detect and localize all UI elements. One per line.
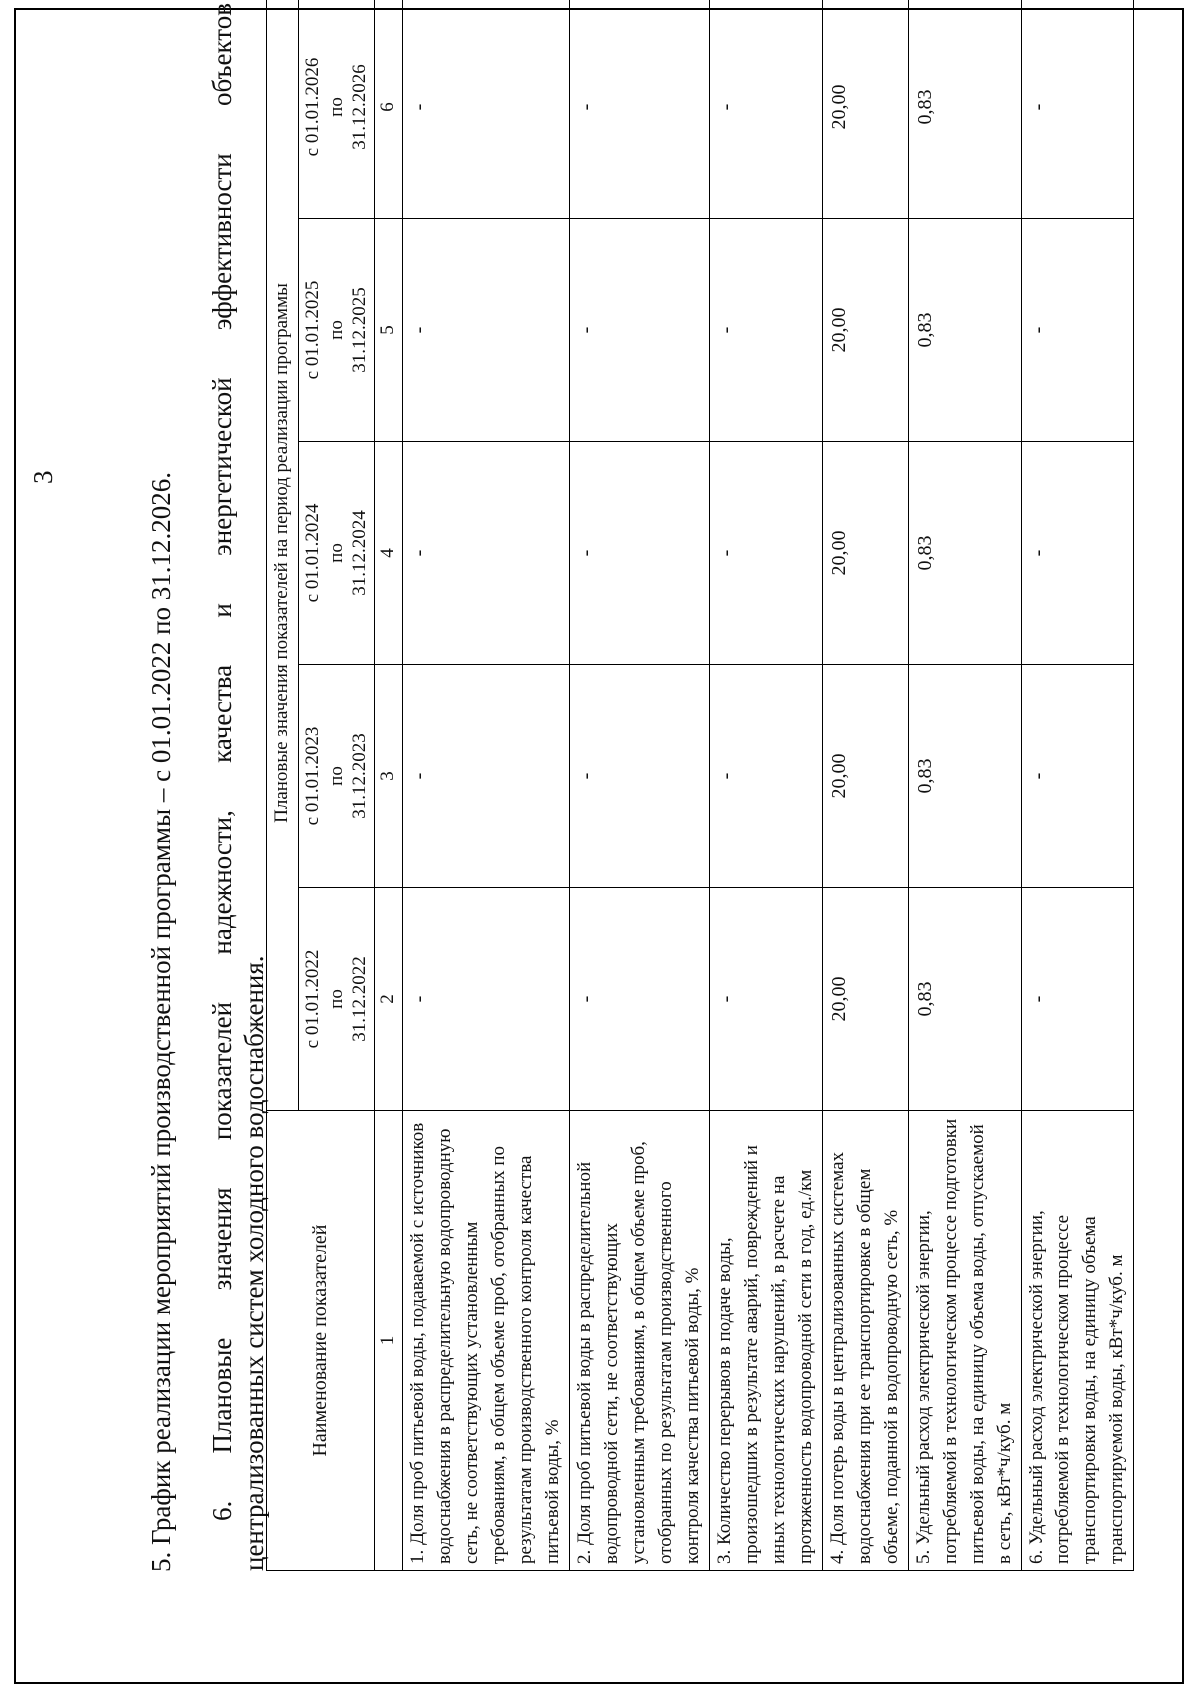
section-6-heading-line1: 6. Плановые значения показателей надежности, качества и энергетической эффективности объектов: [207, 3, 237, 1521]
period-from: с 01.01.2024: [301, 503, 323, 603]
indicator-value: -: [1021, 888, 1134, 1111]
column-number: 6: [375, 0, 403, 219]
period-mid: по: [325, 766, 347, 786]
indicator-value: -: [570, 0, 710, 219]
indicator-value: 0,83: [908, 442, 1021, 665]
header-indicator-name: Наименование показателей: [267, 1111, 375, 1571]
table-body: [403, 0, 1134, 1571]
indicator-value: -: [1021, 442, 1134, 665]
period-from: с 01.01.2026: [301, 57, 323, 157]
indicator-value: 20,00: [822, 888, 908, 1111]
table-row: [908, 0, 1021, 1571]
section-6-heading: [206, 1, 271, 1571]
period-mid: по: [325, 543, 347, 563]
indicator-name: 1. Доля проб питьевой воды, подаваемой с источников водоснабжения в распределительную водопроводную сеть, не соответствующих установленным требованиям, в общем объеме проб, отобранных по результатам производственного контроля качества питьевой воды, %: [403, 1111, 570, 1571]
page-number: 3: [28, 470, 58, 484]
indicators-table: [266, 0, 1134, 1571]
indicator-value: 20,00: [822, 0, 908, 219]
indicator-value: 0,83: [908, 219, 1021, 442]
section-6-heading-line2: централизованных систем холодного водоснабжения.: [239, 955, 270, 1571]
period-mid: по: [325, 97, 347, 117]
header-period-1: [298, 888, 374, 1111]
period-from: с 01.01.2022: [301, 949, 323, 1049]
indicator-value: -: [403, 0, 570, 219]
indicator-value: -: [570, 888, 710, 1111]
indicator-value: 20,00: [822, 219, 908, 442]
column-number: 1: [375, 1111, 403, 1571]
period-to: 31.12.2025: [349, 287, 371, 373]
column-number: 3: [375, 665, 403, 888]
indicator-value: -: [1021, 219, 1134, 442]
indicator-value: -: [403, 665, 570, 888]
indicator-value: -: [709, 442, 822, 665]
indicator-value: 20,00: [822, 665, 908, 888]
header-period-5: [298, 0, 374, 219]
period-mid: по: [325, 989, 347, 1009]
table-row: [570, 0, 710, 1571]
indicator-value: -: [1021, 0, 1134, 219]
indicator-value: -: [570, 665, 710, 888]
indicator-value: -: [403, 442, 570, 665]
indicator-value: -: [709, 665, 822, 888]
table-row: [1021, 0, 1134, 1571]
indicator-value: 20,00: [822, 442, 908, 665]
indicator-name: 4. Доля потерь воды в централизованных системах водоснабжения при ее транспортировке в общем объеме, поданной в водопроводную сеть, %: [822, 1111, 908, 1571]
table-row: [822, 0, 908, 1571]
header-planned-values: Плановые значения показателей на период реализации программы: [267, 0, 299, 1111]
indicator-name: 2. Доля проб питьевой воды в распределительной водопроводной сети, не соответствующих установленным требованиям, в общем объеме проб, отобранных по результатам производственного контроля качества питьевой воды, %: [570, 1111, 710, 1571]
indicator-value: -: [570, 219, 710, 442]
table-row: [709, 0, 822, 1571]
indicator-value: -: [403, 219, 570, 442]
indicator-name: 3. Количество перерывов в подаче воды, произошедших в результате аварий, повреждений и иных технологических нарушений, в расчете на протяженность водопроводной сети в год, ед./км: [709, 1111, 822, 1571]
indicator-value: 0,83: [908, 888, 1021, 1111]
period-mid: по: [325, 320, 347, 340]
header-period-3: [298, 442, 374, 665]
column-number: 2: [375, 888, 403, 1111]
indicator-name: 5. Удельный расход электрической энергии, потребляемой в технологическом процессе подготовки питьевой воды, на единицу объема воды, отпускаемой в сеть, кВт*ч/куб. м: [908, 1111, 1021, 1571]
period-to: 31.12.2024: [349, 510, 371, 596]
column-numbers-row: [375, 0, 403, 1571]
indicator-value: -: [709, 888, 822, 1111]
period-to: 31.12.2023: [349, 733, 371, 819]
table-row: [403, 0, 570, 1571]
indicator-value: -: [709, 0, 822, 219]
period-to: 31.12.2022: [349, 956, 371, 1042]
column-number: 4: [375, 442, 403, 665]
period-from: с 01.01.2025: [301, 280, 323, 380]
column-number: 5: [375, 219, 403, 442]
section-5-heading: 5. График реализации мероприятий производственной программы – с 01.01.2022 по 31.12.2026.: [146, 471, 176, 1572]
indicator-value: -: [403, 888, 570, 1111]
period-to: 31.12.2026: [349, 64, 371, 150]
indicator-value: 0,83: [908, 0, 1021, 219]
indicator-name: 6. Удельный расход электрической энергии, потребляемой в технологическом процессе транспортировки воды, на единицу объема транспортируемой воды, кВт*ч/куб. м: [1021, 1111, 1134, 1571]
indicator-value: -: [709, 219, 822, 442]
period-from: с 01.01.2023: [301, 726, 323, 826]
indicator-value: -: [570, 442, 710, 665]
indicator-value: -: [1021, 665, 1134, 888]
header-period-2: [298, 665, 374, 888]
indicator-value: 0,83: [908, 665, 1021, 888]
header-period-4: [298, 219, 374, 442]
